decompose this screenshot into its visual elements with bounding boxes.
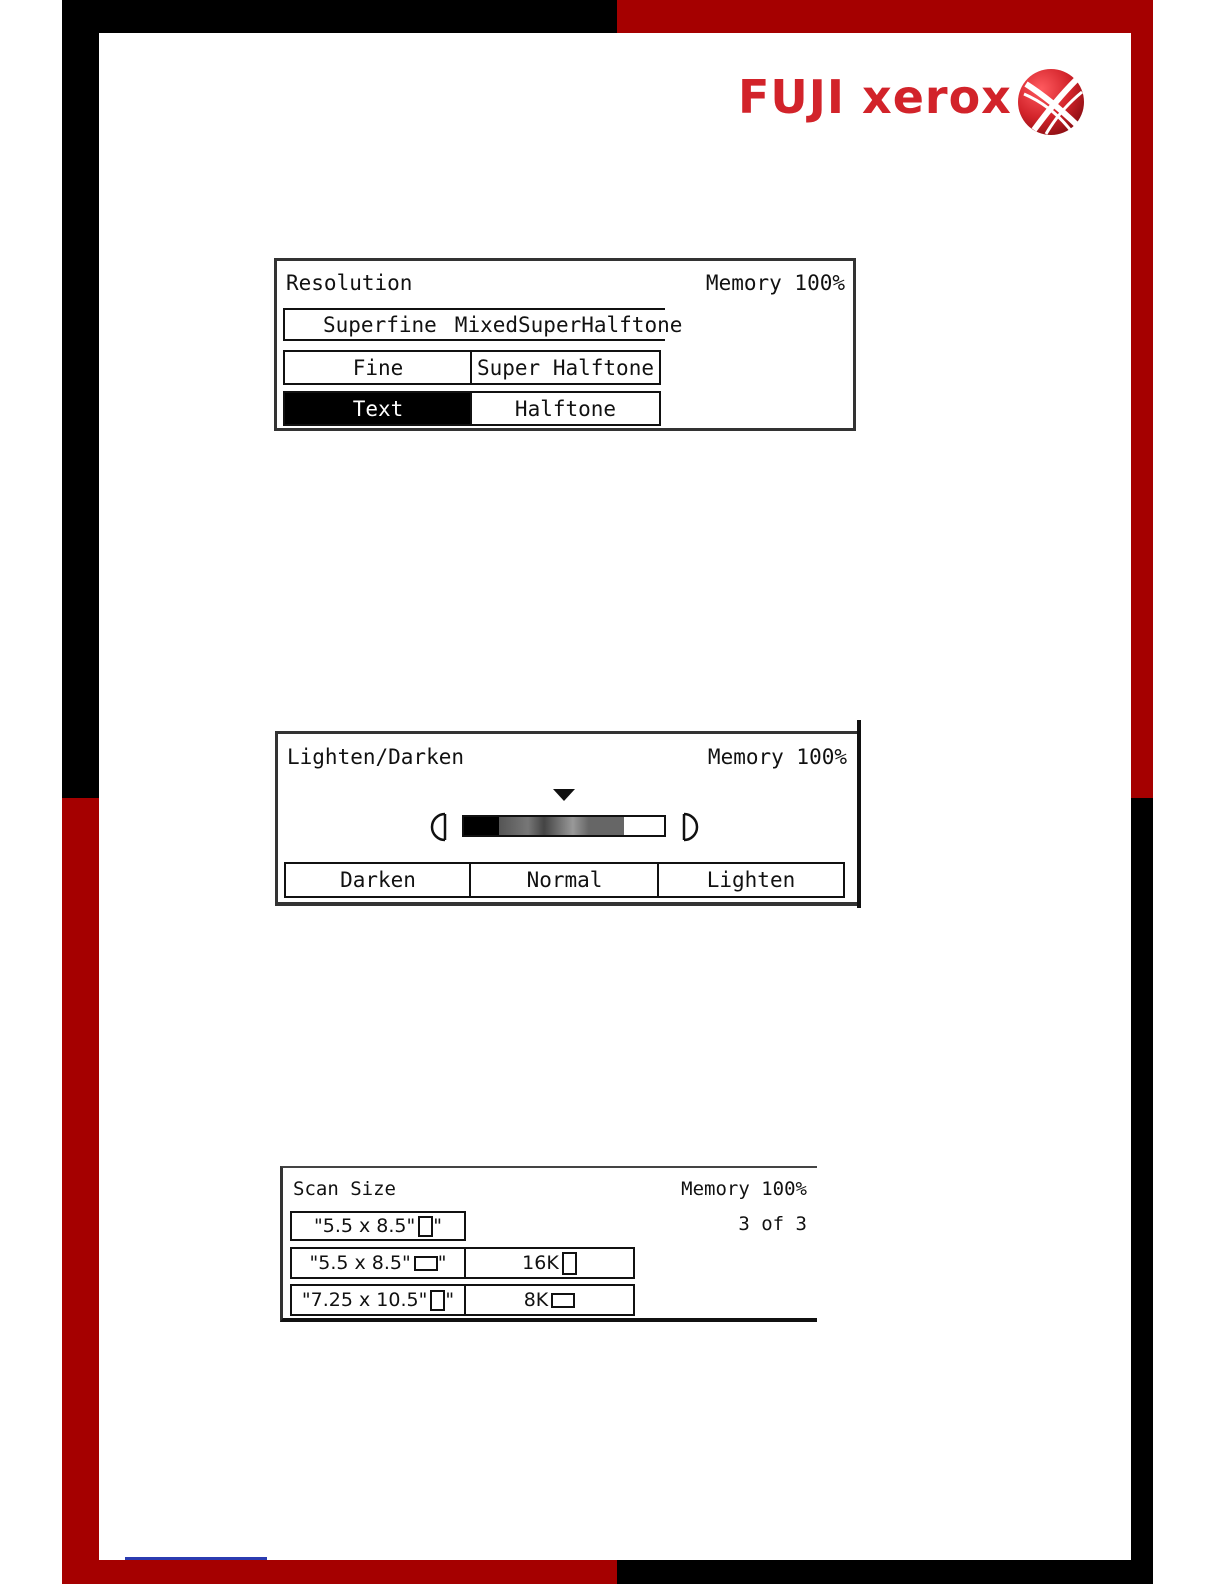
frame-bottom-red [62,1560,617,1584]
screen-edge [857,720,861,908]
darken-button[interactable]: Darken [284,862,472,898]
halftone-button[interactable]: Halftone [470,391,661,426]
brand-logo [736,64,1086,140]
portrait-paper-icon [430,1290,445,1311]
xerox-sphere-icon [1016,66,1086,138]
page-indicator: 3 of 3 [738,1213,807,1235]
size-5-5x8-5-landscape-button[interactable] [290,1247,466,1279]
resolution-screen [274,258,856,431]
portrait-paper-icon [562,1252,577,1275]
screen-title: Lighten/Darken [287,745,465,769]
frame-right-black [1131,798,1153,1584]
brand-name: FUJI xerox [738,70,1012,124]
size-7-25x10-5-button[interactable] [290,1284,466,1316]
size-label: 8K [523,1289,549,1311]
size-5-5x8-5-portrait-button[interactable] [290,1211,466,1241]
scan-size-screen [280,1166,817,1322]
fine-button[interactable]: Fine [283,350,473,385]
memory-status: Memory 100% [705,271,845,295]
density-slider[interactable] [462,815,666,837]
size-suffix: " [433,1215,442,1237]
landscape-paper-icon [551,1293,575,1308]
mixed-superhalftone-label: MixedSuperHalftone [454,312,683,337]
normal-button[interactable]: Normal [469,862,660,898]
size-suffix: " [437,1252,447,1274]
frame-left-red [62,798,99,1584]
size-label: "7.25 x 10.5" [301,1289,428,1311]
size-suffix: " [445,1289,455,1311]
size-16k-button[interactable] [464,1247,635,1279]
size-8k-button[interactable] [464,1284,635,1316]
frame-bottom-black [617,1560,1153,1584]
size-label: "5.5 x 8.5" [309,1252,411,1274]
moon-dark-icon [427,812,449,842]
superfine-mixed-button[interactable] [283,308,683,341]
lighten-darken-screen [275,731,861,906]
frame-top-black [62,0,617,33]
lighten-button[interactable]: Lighten [657,862,845,898]
screen-title: Resolution [286,271,413,295]
portrait-paper-icon [418,1216,433,1237]
memory-status: Memory 100% [681,1178,807,1200]
frame-bottom-accent [125,1557,267,1560]
level-pointer-icon [553,789,575,803]
memory-status: Memory 100% [707,745,847,769]
text-button[interactable]: Text [283,391,473,426]
size-label: "5.5 x 8.5" [314,1215,416,1237]
moon-light-icon [680,812,702,842]
landscape-paper-icon [414,1256,438,1271]
superfine-label: Superfine [323,312,437,337]
frame-left-black [62,0,99,798]
screen-title: Scan Size [293,1178,396,1200]
frame-top-red [617,0,1153,33]
size-label: 16K [522,1252,559,1274]
density-fill [464,817,624,835]
super-halftone-button[interactable]: Super Halftone [470,350,661,385]
frame-right-red [1131,0,1153,798]
